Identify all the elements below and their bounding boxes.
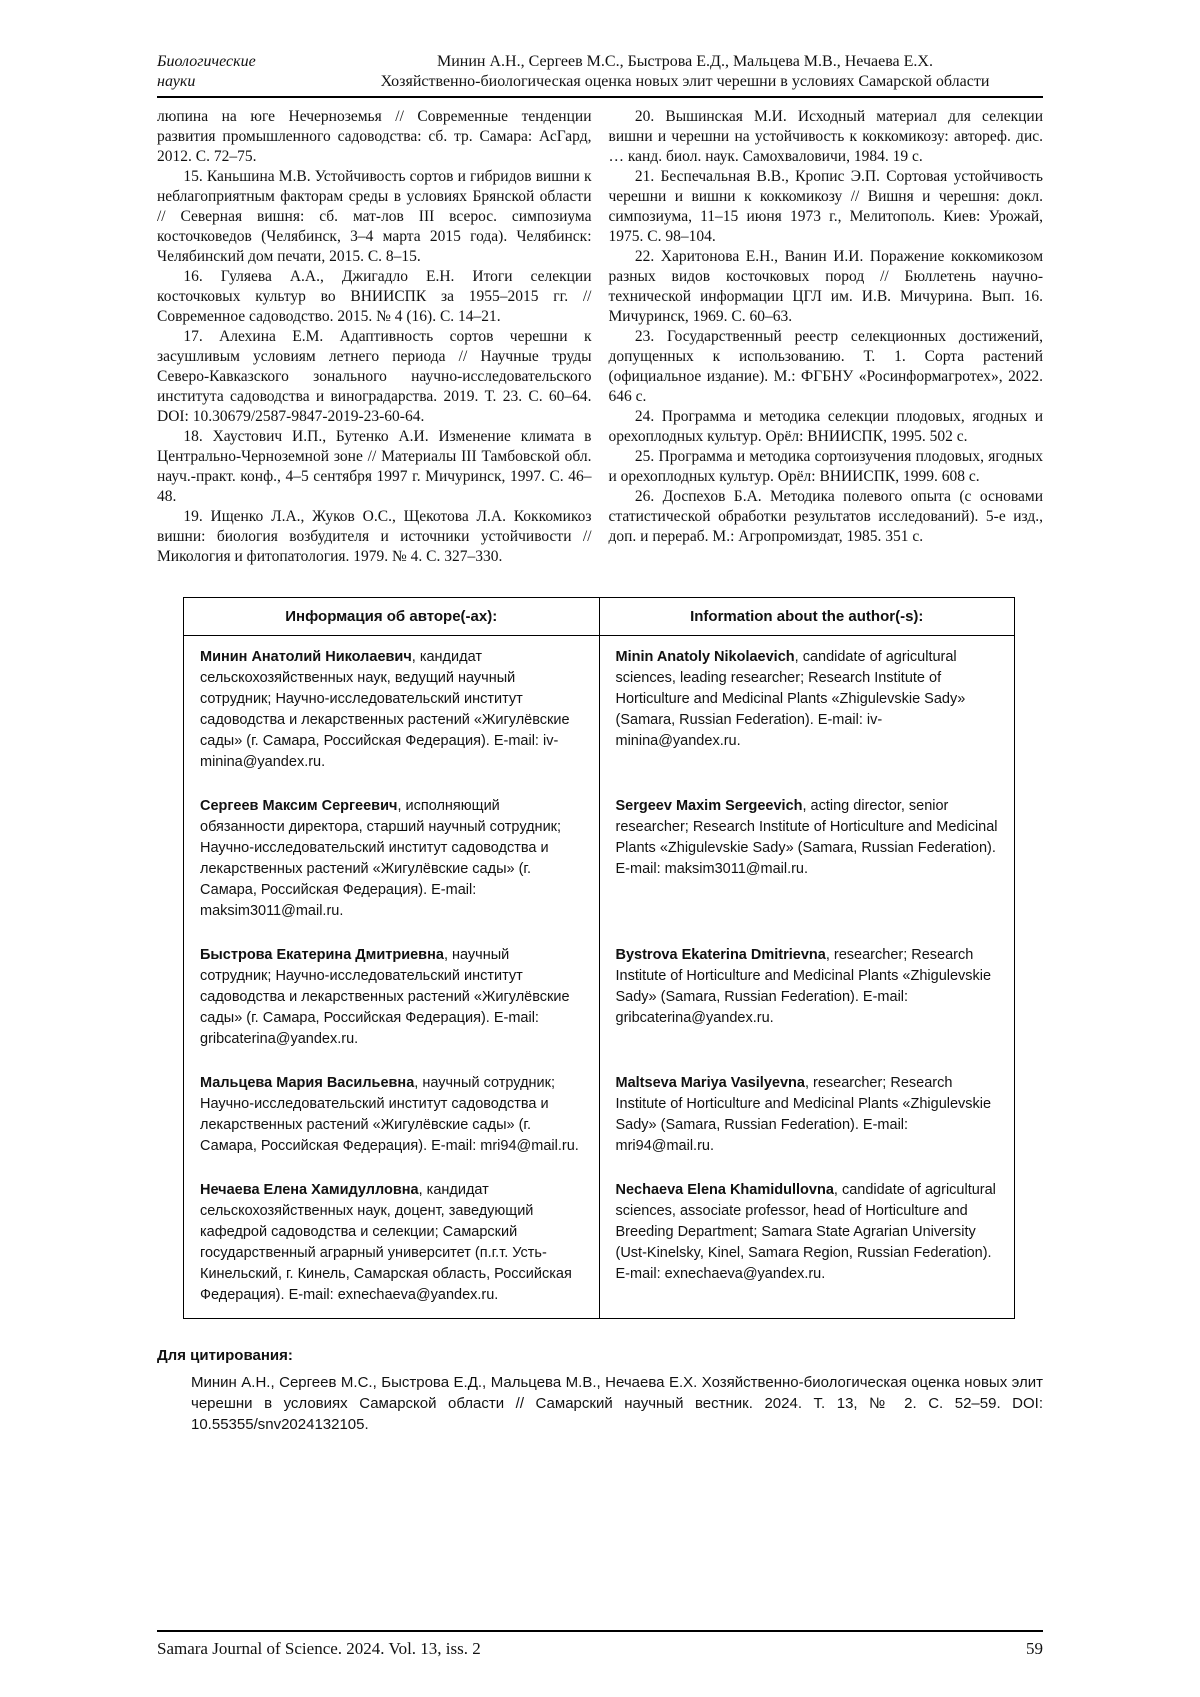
author-name-ru: Нечаева Елена Хамидулловна (200, 1182, 419, 1198)
author-info-en (599, 1169, 1015, 1319)
author-details-ru: , исполняющий обязанности директора, старший научный сотрудник; Научно-исследовательский институт садоводства и лекарственных растений «Жигулёвские сады» (г. Самара, Российская Федерация). E-mail: maksim3011@mail.ru. (200, 798, 562, 919)
author-info-ru (184, 1169, 600, 1319)
section-name (157, 52, 327, 92)
author-info-ru (184, 636, 600, 786)
author-info-ru (184, 1062, 600, 1169)
running-title: Хозяйственно-биологическая оценка новых элит черешни в условиях Самарской области (380, 73, 990, 90)
reference-item: 19. Ищенко Л.А., Жуков О.С., Щекотова Л.А. Коккомикоз вишни: биология возбудителя и источники устойчивости // Микология и фитопатология. 1979. № 4. С. 327–330. (157, 508, 592, 565)
author-details-ru: , кандидат сельскохозяйственных наук, доцент, заведующий кафедрой садоводства и селекции; Самарский государственный аграрный университет (п.г.т. Усть-Кинельский, г. Кинель, Самарская область, Российская Федерация). E-mail: exnechaeva@yandex.ru. (200, 1182, 572, 1303)
section-name-line1: Биологические (157, 53, 256, 70)
references-section (157, 107, 1043, 567)
author-info-ru (184, 934, 600, 1062)
header-rule (157, 96, 1043, 98)
author-name-ru: Мальцева Мария Васильевна (200, 1075, 415, 1091)
references-right-column (609, 107, 1044, 567)
references-left-column (157, 107, 592, 567)
reference-item: 21. Беспечальная В.В., Кропис Э.П. Сортовая устойчивость черешни и вишни к коккомикозу // Вишня и черешня: докл. симпозиума, 11–15 июня 1973 г., Мелитополь. Киев: Урожай, 1975. С. 98–104. (608, 168, 1043, 245)
author-details-ru: , кандидат сельскохозяйственных наук, ведущий научный сотрудник; Научно-исследовательский институт садоводства и лекарственных растений «Жигулёвские сады» (г. Самара, Российская Федерация). E-mail: iv-minina@yandex.ru. (200, 649, 570, 770)
authors-table-header-ru: Информация об авторе(-ах): (184, 598, 600, 636)
author-name-en: Minin Anatoly Nikolaevich (615, 649, 795, 665)
citation-section (157, 1347, 1043, 1435)
authors-table-header-row (184, 598, 1015, 636)
authors-info-table (183, 597, 1015, 1319)
reference-item: люпина на юге Нечерноземья // Современные тенденции развития промышленного садоводства: сб. тр. Самара: АсГард, 2012. С. 72–75. (157, 108, 592, 165)
citation-label: Для цитирования: (157, 1347, 293, 1364)
running-header (157, 52, 1043, 92)
author-row (184, 1062, 1015, 1169)
author-row (184, 636, 1015, 786)
author-info-en (599, 785, 1015, 934)
running-header-right (327, 52, 1043, 92)
author-info-en (599, 636, 1015, 786)
author-info-ru (184, 785, 600, 934)
page-footer (157, 1626, 1043, 1659)
reference-item: 16. Гуляева А.А., Джигадло Е.Н. Итоги селекции косточковых культур во ВНИИСПК за 1955–2015 гг. // Современное садоводство. 2015. № 4 (16). С. 14–21. (157, 268, 592, 325)
author-row (184, 934, 1015, 1062)
author-name-en: Maltseva Mariya Vasilyevna (615, 1075, 805, 1091)
author-name-en: Sergeev Maxim Sergeevich (615, 798, 803, 814)
reference-item: 25. Программа и методика сортоизучения плодовых, ягодных и орехоплодных культур. Орёл: ВНИИСПК, 1999. 608 с. (608, 448, 1043, 485)
author-row (184, 1169, 1015, 1319)
author-row (184, 785, 1015, 934)
author-name-ru: Минин Анатолий Николаевич (200, 649, 412, 665)
author-name-ru: Быстрова Екатерина Дмитриевна (200, 947, 444, 963)
running-authors: Минин А.Н., Сергеев М.С., Быстрова Е.Д., Мальцева М.В., Нечаева Е.Х. (437, 53, 933, 70)
author-details-en: , candidate of agricultural sciences, associate professor, head of Horticulture and Breeding Department; Samara State Agrarian University (Ust-Kinelsky, Kinel, Samara Region, Russian Federation). E-mail: exnechaeva@yandex.ru. (615, 1182, 996, 1282)
reference-item: 24. Программа и методика селекции плодовых, ягодных и орехоплодных культур. Орёл: ВНИИСПК, 1995. 502 с. (608, 408, 1043, 445)
authors-table-header-en: Information about the author(-s): (599, 598, 1015, 636)
author-info-en (599, 934, 1015, 1062)
author-name-ru: Сергеев Максим Сергеевич (200, 798, 398, 814)
author-details-ru: , научный сотрудник; Научно-исследовательский институт садоводства и лекарственных растений «Жигулёвские сады» (г. Самара, Российская Федерация). E-mail: mri94@mail.ru. (200, 1075, 579, 1154)
author-details-en: , researcher; Research Institute of Horticulture and Medicinal Plants «Zhigulevskie Sady» (Samara, Russian Federation). E-mail: mri94@mail.ru. (615, 1075, 992, 1154)
author-details-en: , acting director, senior researcher; Research Institute of Horticulture and Medicinal Plants «Zhigulevskie Sady» (Samara, Russian Federation). E-mail: maksim3011@mail.ru. (615, 798, 998, 877)
reference-item: 26. Доспехов Б.А. Методика полевого опыта (с основами статистической обработки результатов исследований). 5-е изд., доп. и перераб. М.: Агропромиздат, 1985. 351 с. (608, 488, 1043, 545)
author-name-en: Nechaeva Elena Khamidullovna (615, 1182, 834, 1198)
author-details-en: , candidate of agricultural sciences, leading researcher; Research Institute of Horticulture and Medicinal Plants «Zhigulevskie Sady» (Samara, Russian Federation). E-mail: iv-minina@yandex.ru. (615, 649, 966, 749)
author-name-en: Bystrova Ekaterina Dmitrievna (615, 947, 826, 963)
reference-item: 15. Каньшина М.В. Устойчивость сортов и гибридов вишни к неблагоприятным факторам среды в условиях Брянской области // Северная вишня: сб. мат-лов III всерос. симпозиума косточковедов (Челябинск, 3–4 марта 2015 года). Челябинск: Челябинский дом печати, 2015. С. 8–15. (157, 168, 592, 265)
reference-item: 22. Харитонова Е.Н., Ванин И.И. Поражение коккомикозом разных видов косточковых пород // Бюллетень научно-технической информации ЦГЛ им. И.В. Мичурина. Вып. 16. Мичуринск, 1969. С. 60–63. (608, 248, 1043, 325)
section-name-line2: науки (157, 73, 196, 90)
reference-item: 20. Вышинская М.И. Исходный материал для селекции вишни и черешни на устойчивость к коккомикозу: автореф. дис. … канд. биол. наук. Самохваловичи, 1984. 19 с. (608, 108, 1043, 165)
citation-text: Минин А.Н., Сергеев М.С., Быстрова Е.Д., Мальцева М.В., Нечаева Е.Х. Хозяйственно-биологическая оценка новых элит черешни в условиях Самарской области // Самарский научный вестник. 2024. Т. 13, № 2. С. 52–59. DOI: 10.55355/snv2024132105. (191, 1374, 1043, 1433)
author-details-ru: , научный сотрудник; Научно-исследовательский институт садоводства и лекарственных растений «Жигулёвские сады» (г. Самара, Российская Федерация). E-mail: gribcaterina@yandex.ru. (200, 947, 570, 1047)
author-info-en (599, 1062, 1015, 1169)
footer-page-number: 59 (1026, 1639, 1043, 1658)
author-details-en: , researcher; Research Institute of Horticulture and Medicinal Plants «Zhigulevskie Sady» (Samara, Russian Federation). E-mail: gribcaterina@yandex.ru. (615, 947, 992, 1026)
reference-item: 18. Хаустович И.П., Бутенко А.И. Изменение климата в Центрально-Черноземной зоне // Материалы III Тамбовской обл. науч.-практ. конф., 4–5 сентября 1997 г. Мичуринск, 1997. С. 46–48. (157, 428, 592, 505)
reference-item: 23. Государственный реестр селекционных достижений, допущенных к использованию. Т. 1. Сорта растений (официальное издание). М.: ФГБНУ «Росинформагротех», 2022. 646 с. (608, 328, 1043, 405)
reference-item: 17. Алехина Е.М. Адаптивность сортов черешни к засушливым условиям летнего периода // Научные труды Северо-Кавказского зонального научно-исследовательского института садоводства и виноградарства. 2019. Т. 23. С. 60–64. DOI: 10.30679/2587-9847-2019-23-60-64. (157, 328, 592, 425)
footer-journal: Samara Journal of Science. 2024. Vol. 13, iss. 2 (157, 1639, 481, 1658)
